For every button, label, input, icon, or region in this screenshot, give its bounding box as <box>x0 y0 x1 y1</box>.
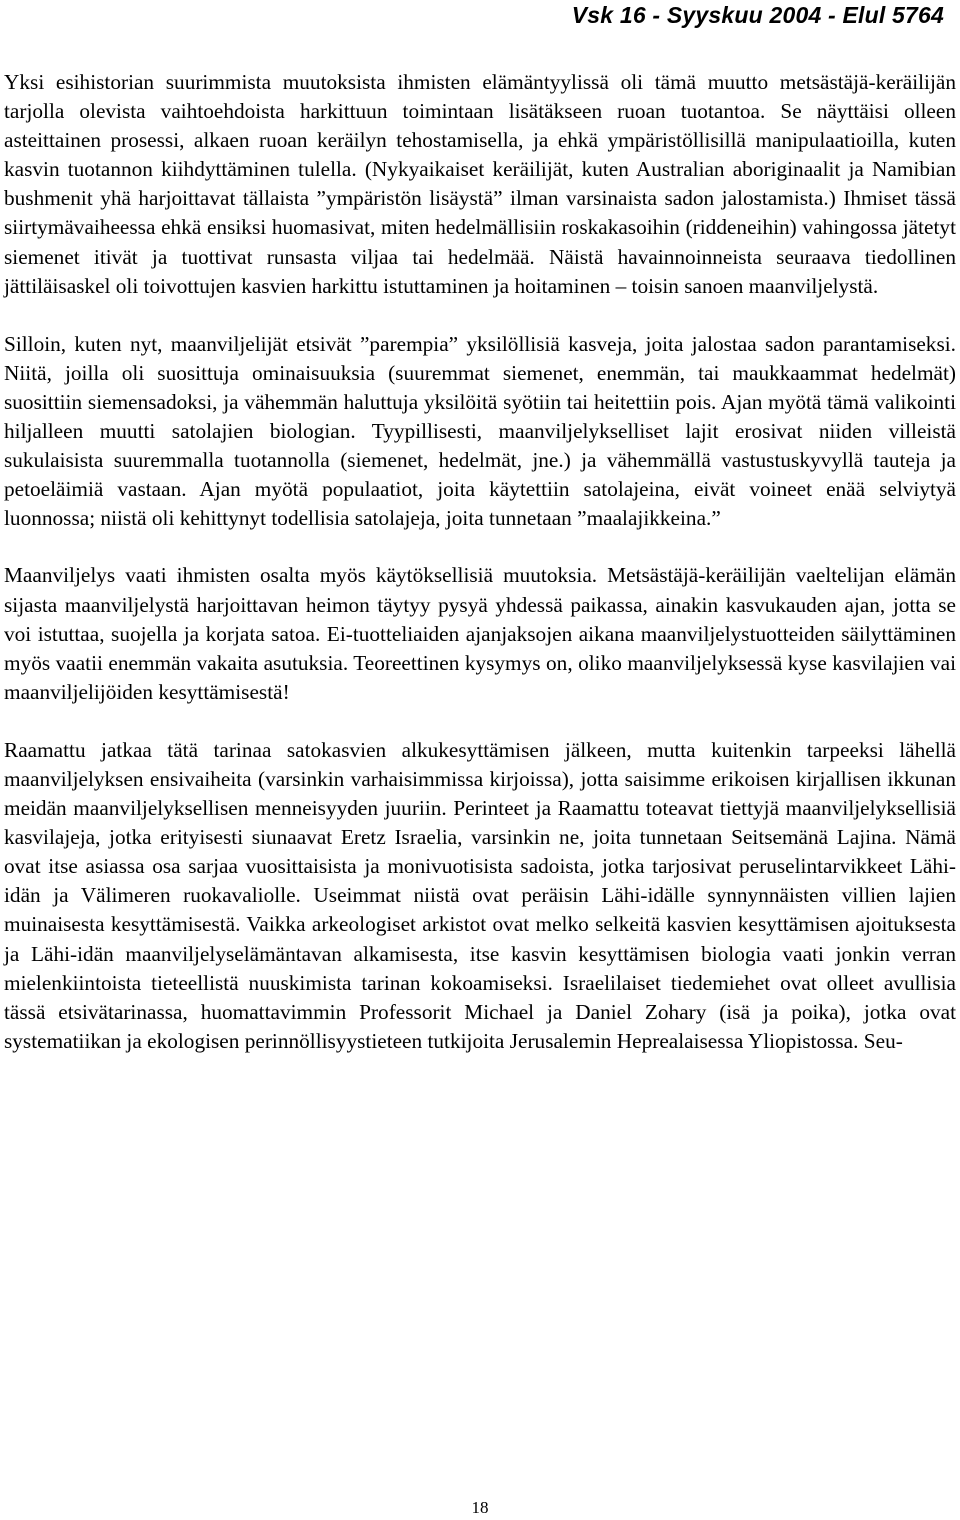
paragraph-3: Maanviljelys vaati ihmisten osalta myös käytöksellisiä muutoksia. Metsästäjä-keräilijän vaeltelijan elämän sijasta maanviljelystä harjoittavan heimon täytyy pysyä yhdessä paikassa, ainakin kasvukauden ajan, jotta se voi istuttaa, suojella ja korjata satoa. Ei-tuotteliaiden ajanjaksojen aikana maanviljelystuotteiden säilyttäminen myös vaatii enemmän vakaita asutuksia. Teoreettinen kysymys on, oliko maanviljelyksessä kyse kasvilajien vai maanviljelijöiden kesyttämisestä! <box>4 563 956 704</box>
paragraph-4: Raamattu jatkaa tätä tarinaa satokasvien alkukesyttämisen jälkeen, mutta kuitenkin tarpeeksi lähellä maanviljelyksen ensivaiheita (varsinkin varhaisimmissa kirjoissa), jotta saisimme erikoisen kirjallisen ikkunan meidän maanviljelyksellisen menneisyyden juuriin. Perinteet ja Raamattu toteavat tiettyjä maanviljelyksellisiä kasvilajeja, jotka erityisesti siunaavat Eretz Israelia, varsinkin ne, joita tunnetaan Seitsemänä Lajina. Nämä ovat itse asiassa osa sarjaa vuosittaisista ja monivuotisista sadoista, jotka tarjosivat peruselintarvikkeet Lähi-idän ja Välimeren ruokavaliolle. Useimmat niistä ovat peräisin Lähi-idälle synnynnäisten villien lajien muinaisesta kesyttämisestä. Vaikka arkeologiset arkistot ovat melko selkeitä kasvien kesyttämisen ajoituksesta ja Lähi-idän maanviljelyselämäntavan alkamisesta, itse kasvin kesyttämisen biologia vaati jonkin verran mielenkiintoista tieteellistä nuuskimista tarinan kokoamiseksi. Israelilaiset tiedemiehet ovat olleet avullisia tässä etsivätarinassa, huomattavimmin Professorit Michael ja Daniel Zohary (isä ja poika), jotka ovat systematiikan ja ekologisen perinnöllisyystieteen tutkijoita Jerusalemin Heprealaisessa Yliopistossa. Seu- <box>4 737 956 1053</box>
body-text <box>4 68 956 1056</box>
paragraph-2: Silloin, kuten nyt, maanviljelijät etsivät ”parempia” yksilöllisiä kasveja, joita jalostaa sadon parantamiseksi. Niitä, joilla oli suosittuja ominaisuuksia (suuremmat siemenet, enemmän, tai maukkaammat hedelmät) suosittiin siemensadoksi, ja vähemmän haluttuja yksilöitä syötiin tai heitettiin pois. Ajan myötä tämä valikointi hiljalleen muutti satolajien biologian. Tyypillisesti, maanviljelykselliset lajit erosivat niiden villeistä sukulaisista suuremmalla tuotannolla (siemenet, hedelmät, jne.) ja vähemmällä vastustuskyvyllä tauteja ja petoeläimiä vastaan. Ajan myötä populaatiot, joita käytettiin satolajeina, eivät voineet enää selviytyä luonnossa; niistä oli kehittynyt todellisia satolajeja, joita tunnetaan ”maalajikkeina.” <box>4 331 956 531</box>
running-header: Vsk 16 - Syyskuu 2004 - Elul 5764 <box>571 2 944 28</box>
page-number: 18 <box>471 1498 489 1517</box>
paragraph-1: Yksi esihistorian suurimmista muutoksista ihmisten elämäntyylissä oli tämä muutto metsästäjä-keräilijän tarjolla olevista vaihtoehdoista harkittuun toimintaan lisätäkseen ruoan tuotantoa. Se näyttäisi olleen asteittainen prosessi, alkaen ruoan keräilyn tehostamisella, ja ehkä ympäristöllisillä manipulaatioilla, kuten kasvin tuotannon kiihdyttäminen tulella. (Nykyaikaiset keräilijät, kuten Australian aboriginaalit ja Namibian bushmenit yhä harjoittavat tällaista ”ympäristön lisäystä” ilman varsinaista sadon jalostamista.) Ihmiset tässä siirtymävaiheessa ehkä ensiksi huomasivat, miten hedelmällisiin roskakasoihin (riddeneihin) vahingossa jätetyt siemenet itivät ja tuottivat runsasta viljaa tai hedelmää. Näistä havainnoinneista seuraava tiedollinen jättiläisaskel oli toivottujen kasvien harkittu istuttaminen ja hoitaminen – toisin sanoen maanviljelystä. <box>4 70 956 298</box>
